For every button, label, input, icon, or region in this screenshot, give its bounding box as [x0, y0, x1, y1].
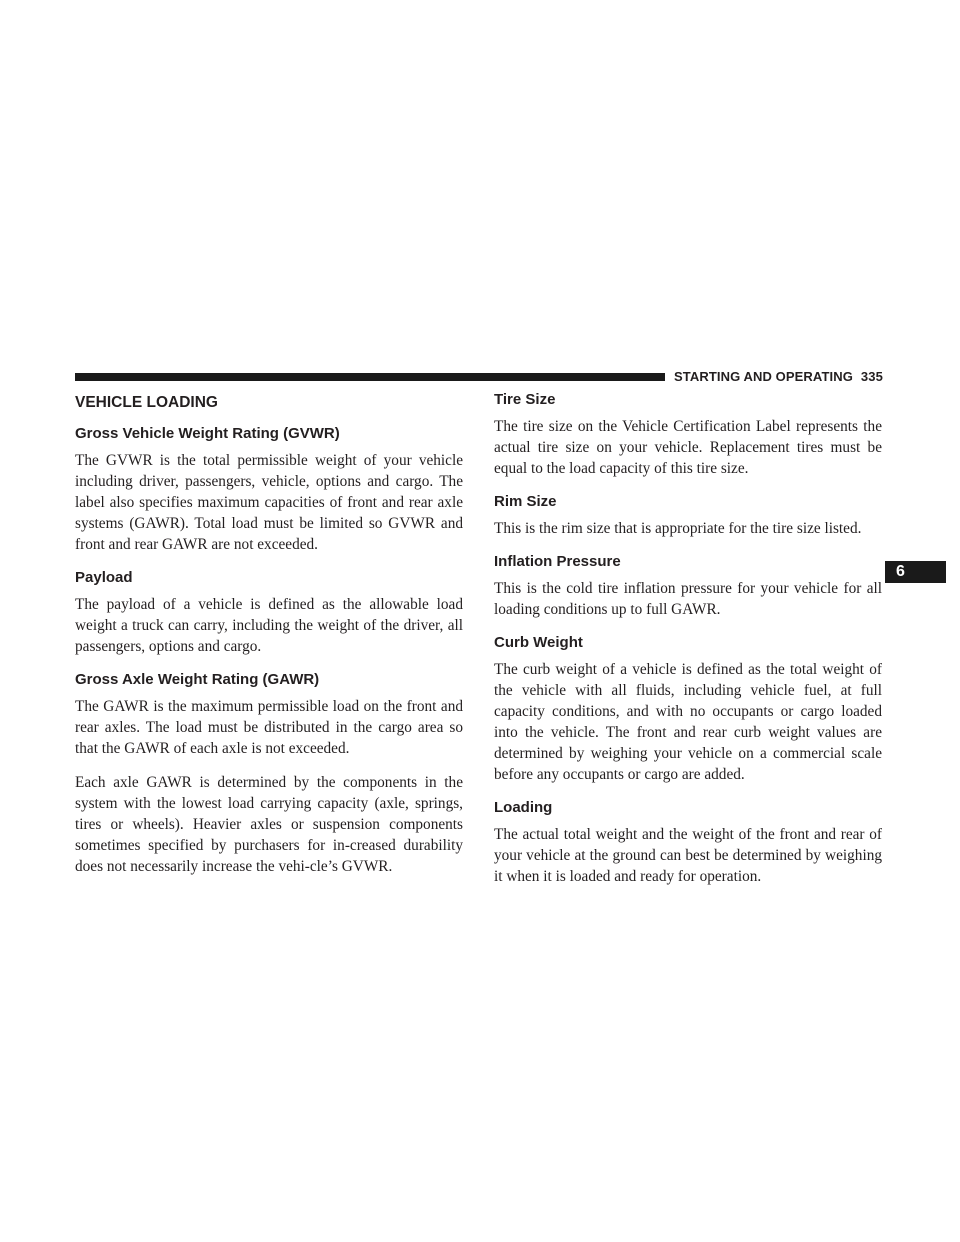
- inflation-heading: Inflation Pressure: [494, 553, 621, 570]
- gvwr-heading: Gross Vehicle Weight Rating (GVWR): [75, 425, 340, 442]
- curb-weight-heading: Curb Weight: [494, 634, 583, 651]
- header-rule: [75, 373, 665, 381]
- gawr-text-1: The GAWR is the maximum permissible load on the front and rear axles. The load must be distributed in the cargo area so that the GAWR of each axle is not exceeded.: [75, 698, 463, 757]
- tire-size-heading: Tire Size: [494, 391, 556, 408]
- tire-size-text: The tire size on the Vehicle Certification Label represents the actual tire size on your vehicle. Replacement tires must be equal to the load capacity of this tire size.: [494, 418, 882, 477]
- running-header: [674, 369, 883, 384]
- gawr-text-2: Each axle GAWR is determined by the components in the system with the lowest load carrying capacity (axle, springs, tires or wheels). Heavier axles or suspension components sometimes specified by purchasers for in-creased durability does not necessarily increase the vehi-cle’s GVWR.: [75, 774, 463, 875]
- payload-heading: Payload: [75, 569, 133, 586]
- inflation-text: This is the cold tire inflation pressure for your vehicle for all loading conditions up to full GAWR.: [494, 580, 882, 618]
- loading-heading: Loading: [494, 799, 553, 816]
- gawr-heading: Gross Axle Weight Rating (GAWR): [75, 671, 320, 688]
- section-title: VEHICLE LOADING: [75, 394, 218, 411]
- page-number: 335: [860, 369, 883, 384]
- gvwr-text: The GVWR is the total permissible weight of your vehicle including driver, passengers, vehicle, options and cargo. The label also specifies maximum capacities of front and rear axle systems (GAWR). Total load must be limited so GVWR and front and rear GAWR are not exceeded.: [75, 452, 463, 553]
- right-column: [494, 390, 882, 900]
- chapter-tab: 6: [885, 561, 946, 583]
- rim-size-text: This is the rim size that is appropriate for the tire size listed.: [494, 520, 862, 537]
- left-column: [75, 390, 463, 890]
- loading-text: The actual total weight and the weight of the front and rear of your vehicle at the ground can best be determined by weighing it when it is loaded and ready for operation.: [494, 826, 882, 885]
- header-title: STARTING AND OPERATING: [674, 369, 853, 384]
- payload-text: The payload of a vehicle is defined as the allowable load weight a truck can carry, including the weight of the driver, all passengers, options and cargo.: [75, 596, 463, 655]
- rim-size-heading: Rim Size: [494, 493, 557, 510]
- curb-weight-text: The curb weight of a vehicle is defined as the total weight of the vehicle with all fluids, including vehicle fuel, at full capacity conditions, and with no occupants or cargo loaded into the vehicle. The front and rear curb weight values are determined by weighing your vehicle on a commercial scale before any occupants or cargo are added.: [494, 661, 882, 783]
